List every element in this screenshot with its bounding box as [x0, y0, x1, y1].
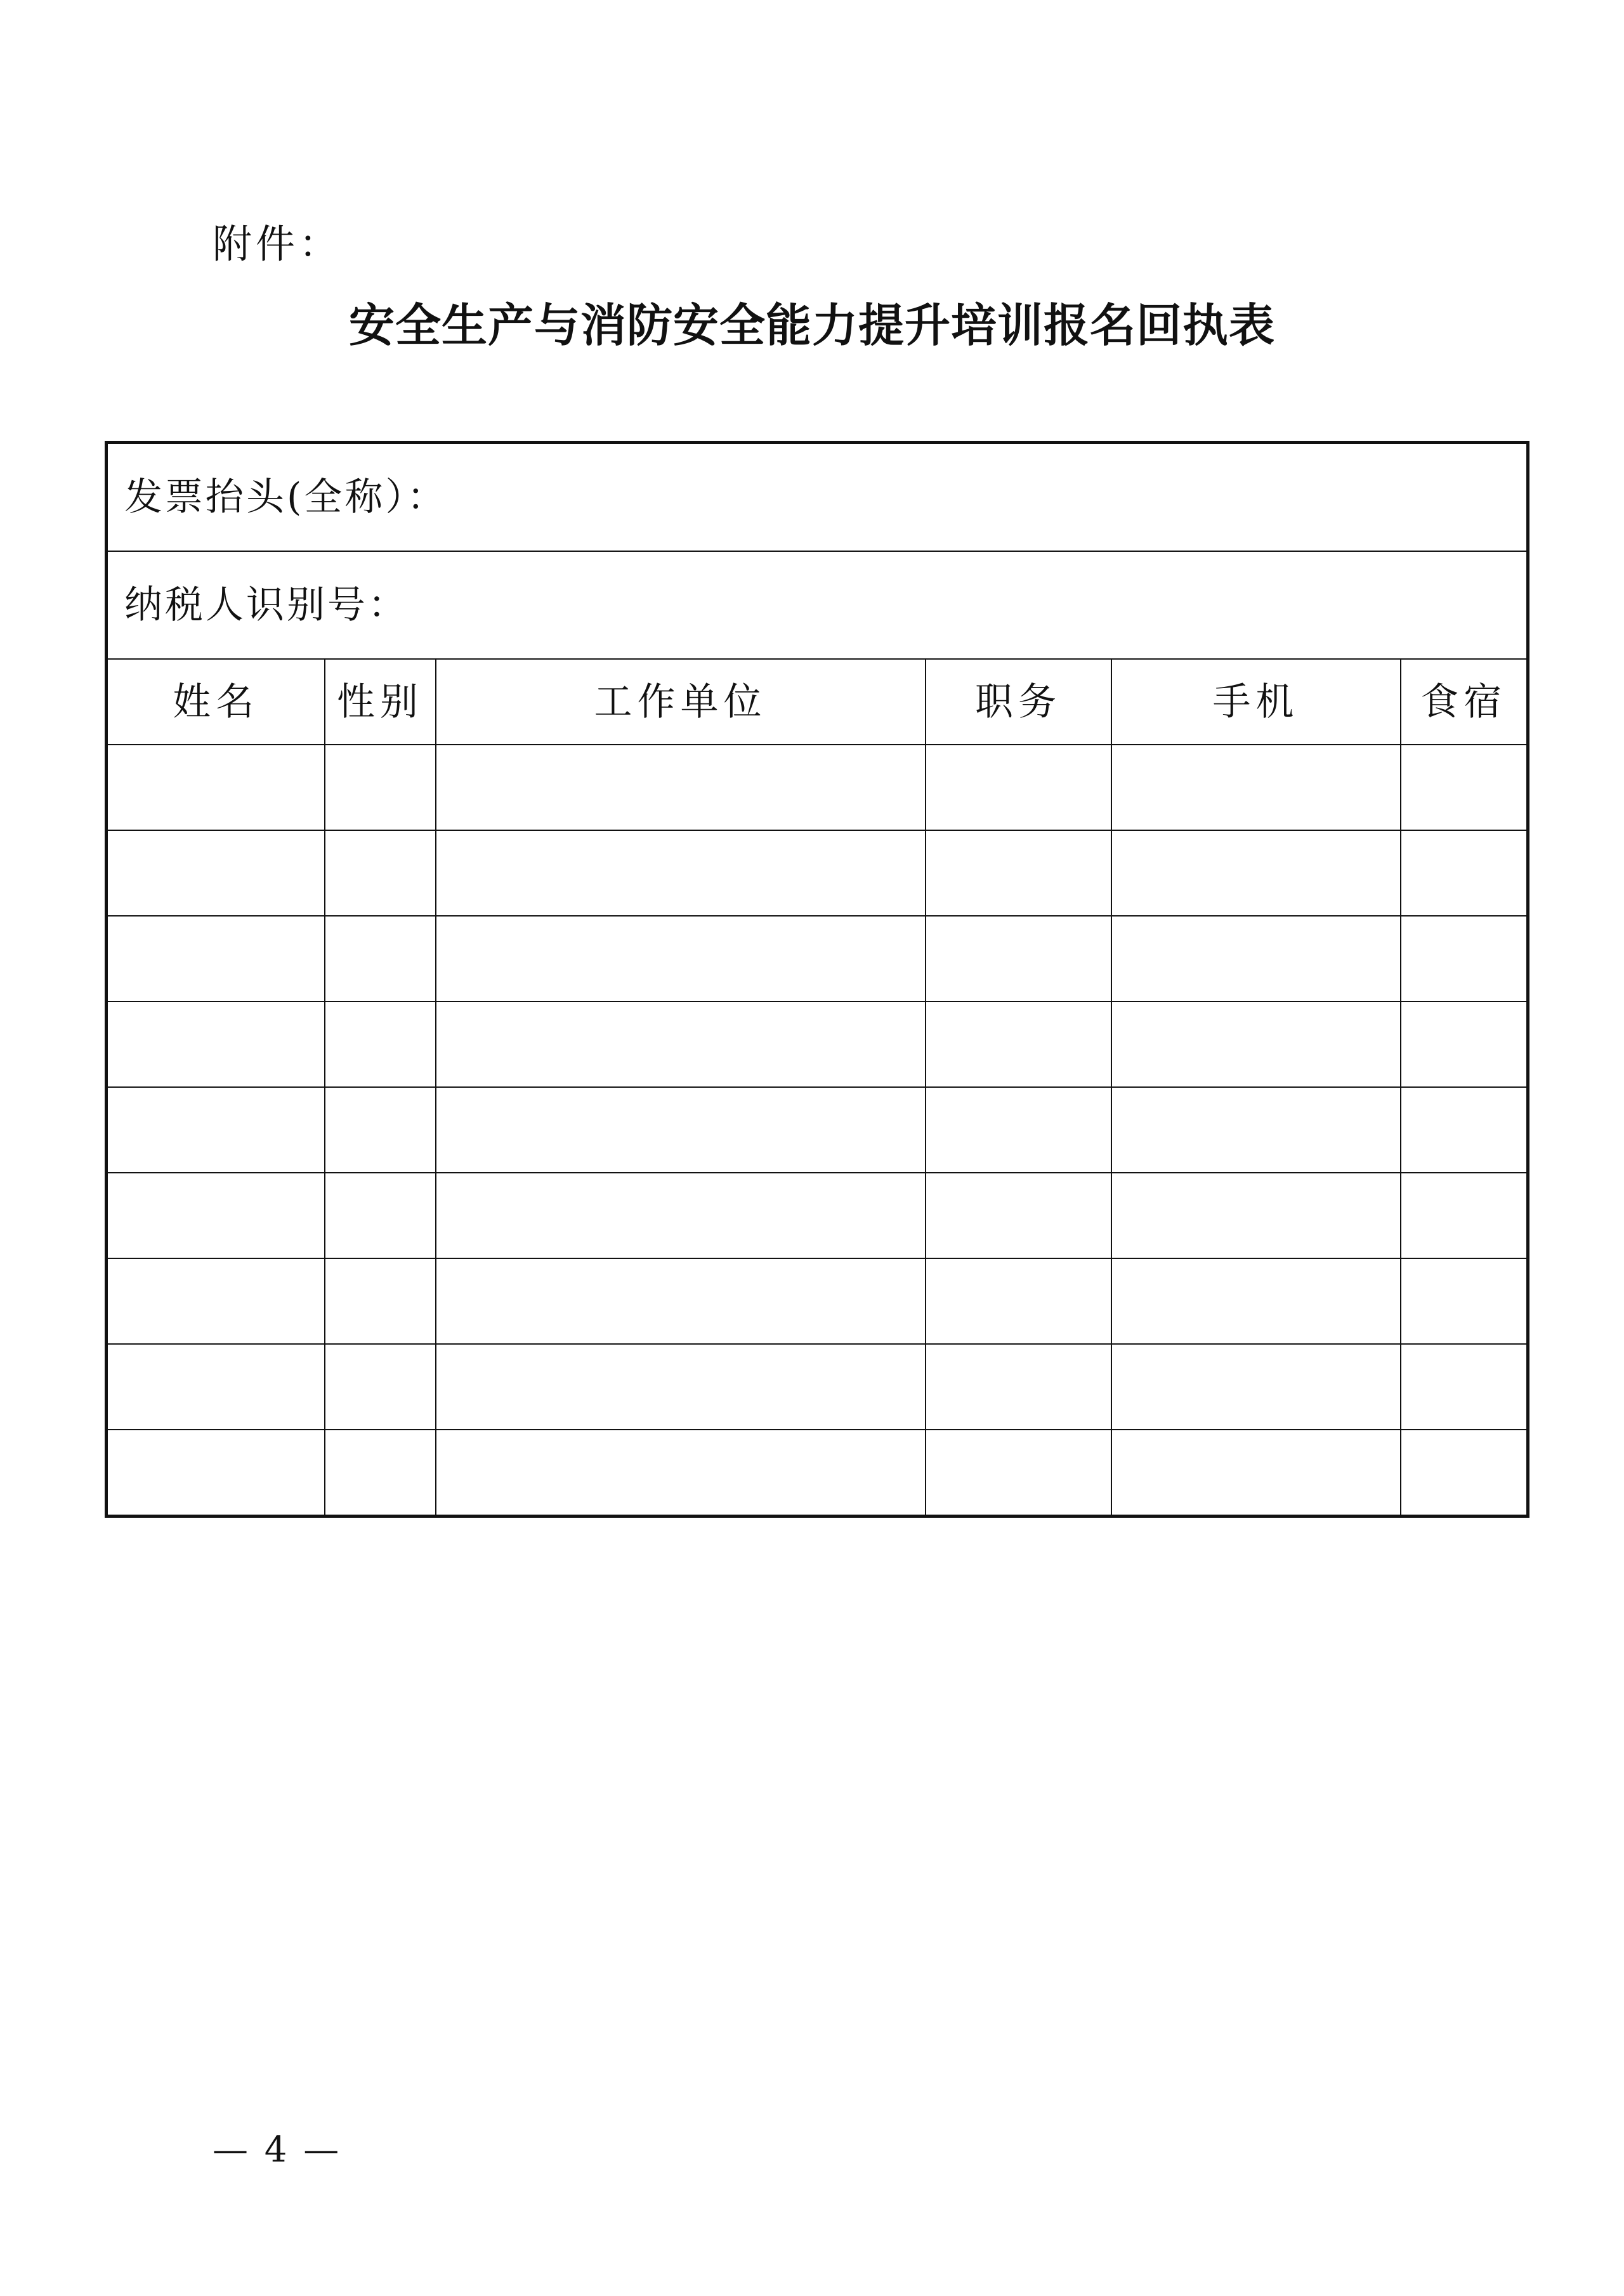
mobile-cell[interactable]	[1111, 1430, 1401, 1517]
table-row	[107, 1344, 1528, 1430]
mobile-cell[interactable]	[1111, 1344, 1401, 1430]
gender-cell[interactable]	[325, 1087, 436, 1173]
table-row	[107, 916, 1528, 1001]
name-cell[interactable]	[107, 1430, 325, 1517]
gender-cell[interactable]	[325, 916, 436, 1001]
accommodation-cell[interactable]	[1401, 1258, 1528, 1344]
table-row	[107, 830, 1528, 916]
gender-cell[interactable]	[325, 1001, 436, 1087]
column-header-accommodation: 食宿	[1401, 659, 1528, 745]
mobile-cell[interactable]	[1111, 1001, 1401, 1087]
position-cell[interactable]	[926, 1087, 1111, 1173]
column-header-work-unit: 工作单位	[436, 659, 926, 745]
table-row	[107, 1173, 1528, 1258]
column-header-mobile: 手机	[1111, 659, 1401, 745]
registration-form-table	[105, 441, 1529, 1518]
table-row	[107, 1001, 1528, 1087]
accommodation-cell[interactable]	[1401, 830, 1528, 916]
table-row	[107, 1430, 1528, 1517]
mobile-cell[interactable]	[1111, 1173, 1401, 1258]
table-header-row	[107, 659, 1528, 745]
work-unit-cell[interactable]	[436, 745, 926, 830]
accommodation-cell[interactable]	[1401, 1001, 1528, 1087]
invoice-title-label: 发票抬头(全称）：	[124, 475, 448, 519]
position-cell[interactable]	[926, 1430, 1111, 1517]
position-cell[interactable]	[926, 1001, 1111, 1087]
taxpayer-id-label: 纳税人识别号：	[124, 583, 409, 627]
accommodation-cell[interactable]	[1401, 745, 1528, 830]
name-cell[interactable]	[107, 1173, 325, 1258]
attachment-label: 附件：	[213, 221, 343, 267]
name-cell[interactable]	[107, 1258, 325, 1344]
work-unit-cell[interactable]	[436, 1087, 926, 1173]
document-title: 安全生产与消防安全能力提升培训报名回执表	[348, 298, 1275, 352]
gender-cell[interactable]	[325, 830, 436, 916]
accommodation-cell[interactable]	[1401, 1173, 1528, 1258]
taxpayer-id-field[interactable]	[107, 551, 1528, 659]
work-unit-cell[interactable]	[436, 1173, 926, 1258]
accommodation-cell[interactable]	[1401, 1430, 1528, 1517]
invoice-title-row	[107, 443, 1528, 552]
name-cell[interactable]	[107, 830, 325, 916]
accommodation-cell[interactable]	[1401, 916, 1528, 1001]
gender-cell[interactable]	[325, 1173, 436, 1258]
mobile-cell[interactable]	[1111, 745, 1401, 830]
work-unit-cell[interactable]	[436, 1258, 926, 1344]
column-header-name: 姓名	[107, 659, 325, 745]
taxpayer-id-row	[107, 551, 1528, 659]
work-unit-cell[interactable]	[436, 830, 926, 916]
page-number: — 4 —	[213, 2129, 342, 2170]
gender-cell[interactable]	[325, 745, 436, 830]
table-row	[107, 745, 1528, 830]
mobile-cell[interactable]	[1111, 830, 1401, 916]
accommodation-cell[interactable]	[1401, 1344, 1528, 1430]
name-cell[interactable]	[107, 1001, 325, 1087]
mobile-cell[interactable]	[1111, 1258, 1401, 1344]
invoice-title-field[interactable]	[107, 443, 1528, 552]
name-cell[interactable]	[107, 916, 325, 1001]
position-cell[interactable]	[926, 1258, 1111, 1344]
table-row	[107, 1087, 1528, 1173]
mobile-cell[interactable]	[1111, 1087, 1401, 1173]
name-cell[interactable]	[107, 1087, 325, 1173]
work-unit-cell[interactable]	[436, 1430, 926, 1517]
column-header-gender: 性别	[325, 659, 436, 745]
accommodation-cell[interactable]	[1401, 1087, 1528, 1173]
column-header-position: 职务	[926, 659, 1111, 745]
work-unit-cell[interactable]	[436, 916, 926, 1001]
name-cell[interactable]	[107, 745, 325, 830]
name-cell[interactable]	[107, 1344, 325, 1430]
gender-cell[interactable]	[325, 1430, 436, 1517]
mobile-cell[interactable]	[1111, 916, 1401, 1001]
position-cell[interactable]	[926, 1344, 1111, 1430]
gender-cell[interactable]	[325, 1344, 436, 1430]
work-unit-cell[interactable]	[436, 1001, 926, 1087]
position-cell[interactable]	[926, 745, 1111, 830]
work-unit-cell[interactable]	[436, 1344, 926, 1430]
position-cell[interactable]	[926, 830, 1111, 916]
position-cell[interactable]	[926, 916, 1111, 1001]
position-cell[interactable]	[926, 1173, 1111, 1258]
gender-cell[interactable]	[325, 1258, 436, 1344]
table-row	[107, 1258, 1528, 1344]
